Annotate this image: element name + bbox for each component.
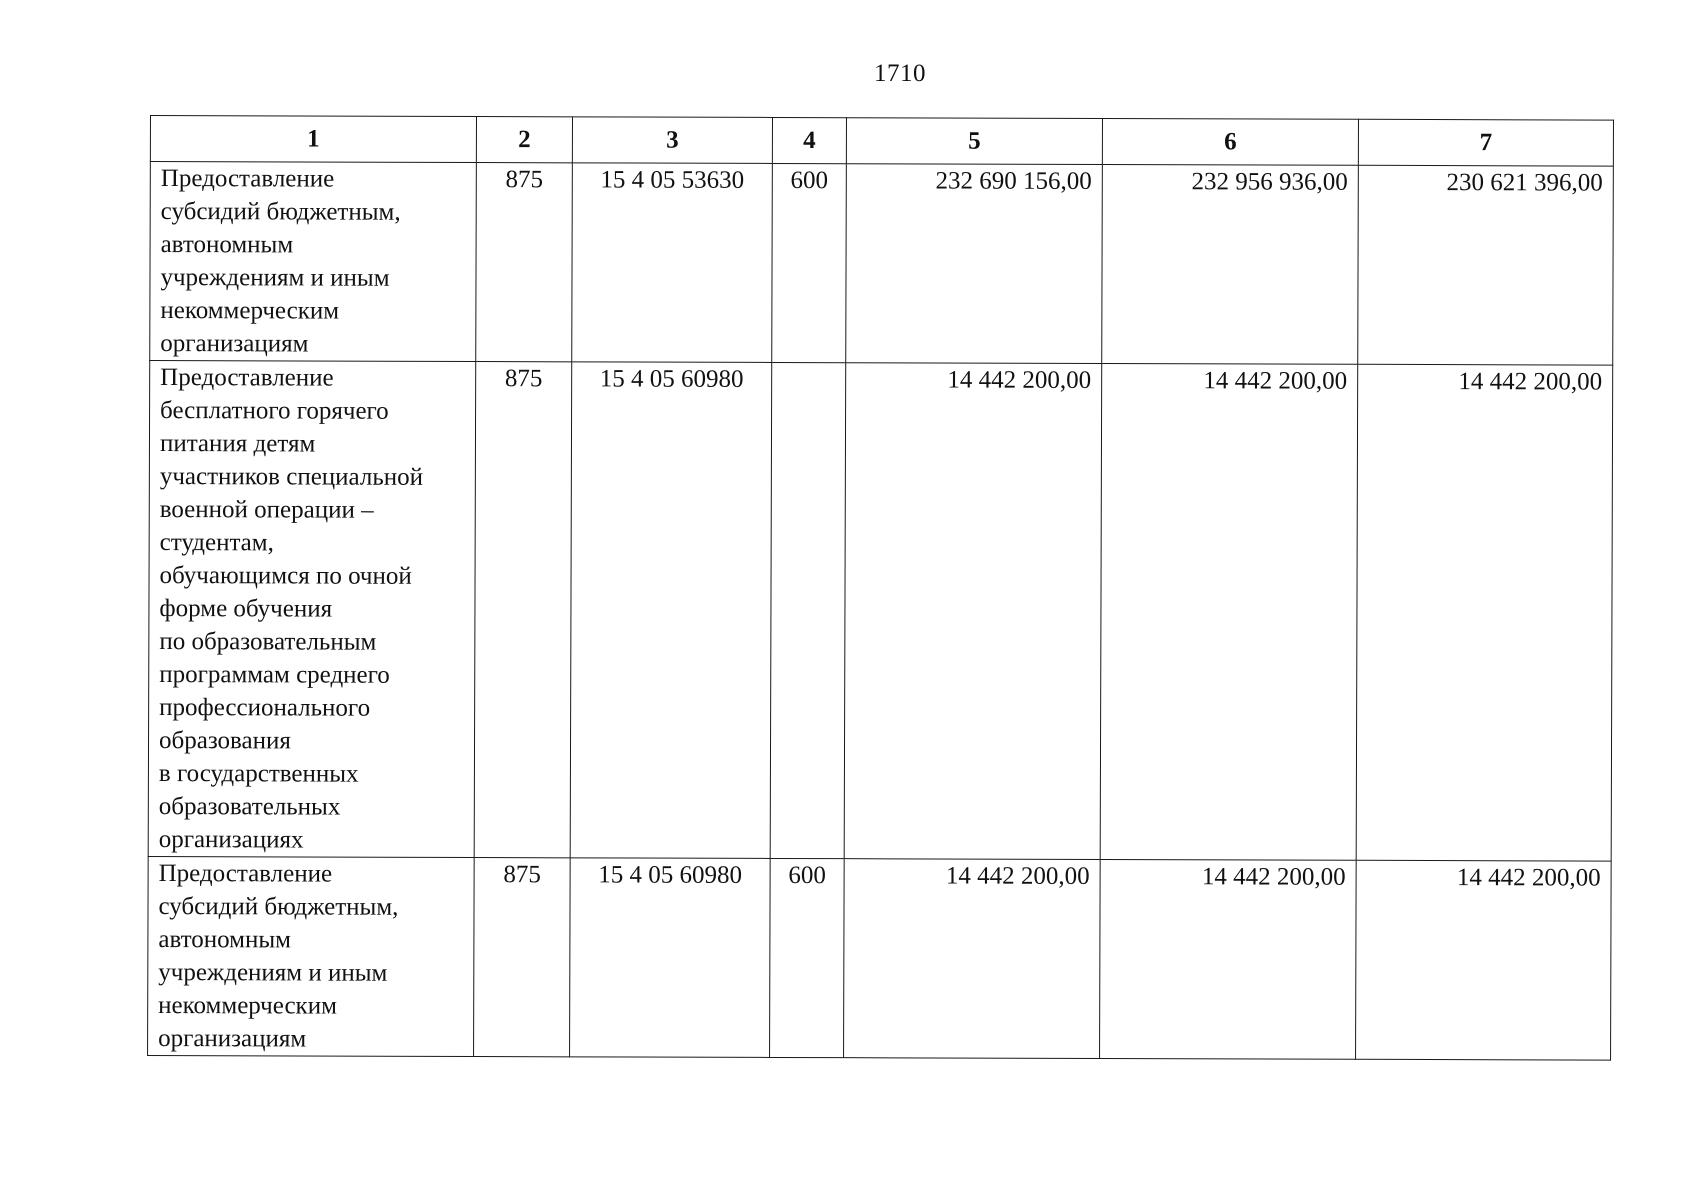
column-header-5: 5 [846,118,1102,165]
column-header-7: 7 [1358,119,1613,166]
row-name-cell: Предоставление субсидий бюджетным, автономным учреждениям и иным некоммерческим организациям [150,162,477,362]
column-header-2: 2 [476,117,572,163]
amount-col5-cell: 232 690 156,00 [846,164,1103,364]
target-article-cell: 15 4 05 60980 [570,362,772,859]
target-article-cell: 15 4 05 53630 [572,163,773,363]
table-header-row [150,116,1613,167]
table-row [148,856,1612,1060]
column-header-1: 1 [150,116,476,163]
row-name-cell: Предоставление субсидий бюджетным, автономным учреждениям и иным некоммерческим организациям [148,856,475,1056]
department-code-cell: 875 [474,362,572,858]
table-row [148,361,1613,862]
amount-col5-cell: 14 442 200,00 [844,859,1101,1059]
expense-type-cell [770,362,846,858]
amount-col6-cell: 14 442 200,00 [1100,363,1358,860]
department-code-cell: 875 [476,163,573,362]
budget-table [147,115,1614,1061]
column-header-3: 3 [572,117,772,164]
page-number: 1710 [874,60,926,87]
amount-col6-cell: 14 442 200,00 [1100,859,1357,1059]
row-name-cell: Предоставление бесплатного горячего питания детям участников специальной военной операции – студентам, обучающимся по очной форме обучения по образовательным программам среднего профессионального образования в государственных образовательных организациях [148,361,476,858]
table-row [150,162,1614,366]
amount-col7-cell: 14 442 200,00 [1356,364,1613,861]
amount-col5-cell: 14 442 200,00 [844,363,1102,860]
amount-col6-cell: 232 956 936,00 [1102,164,1359,364]
column-header-6: 6 [1102,118,1358,165]
department-code-cell: 875 [474,858,571,1057]
expense-type-cell: 600 [770,858,845,1057]
target-article-cell: 15 4 05 60980 [570,858,771,1058]
amount-col7-cell: 230 621 396,00 [1358,165,1614,365]
column-header-4: 4 [772,117,846,163]
expense-type-cell: 600 [772,163,847,362]
amount-col7-cell: 14 442 200,00 [1356,860,1612,1060]
